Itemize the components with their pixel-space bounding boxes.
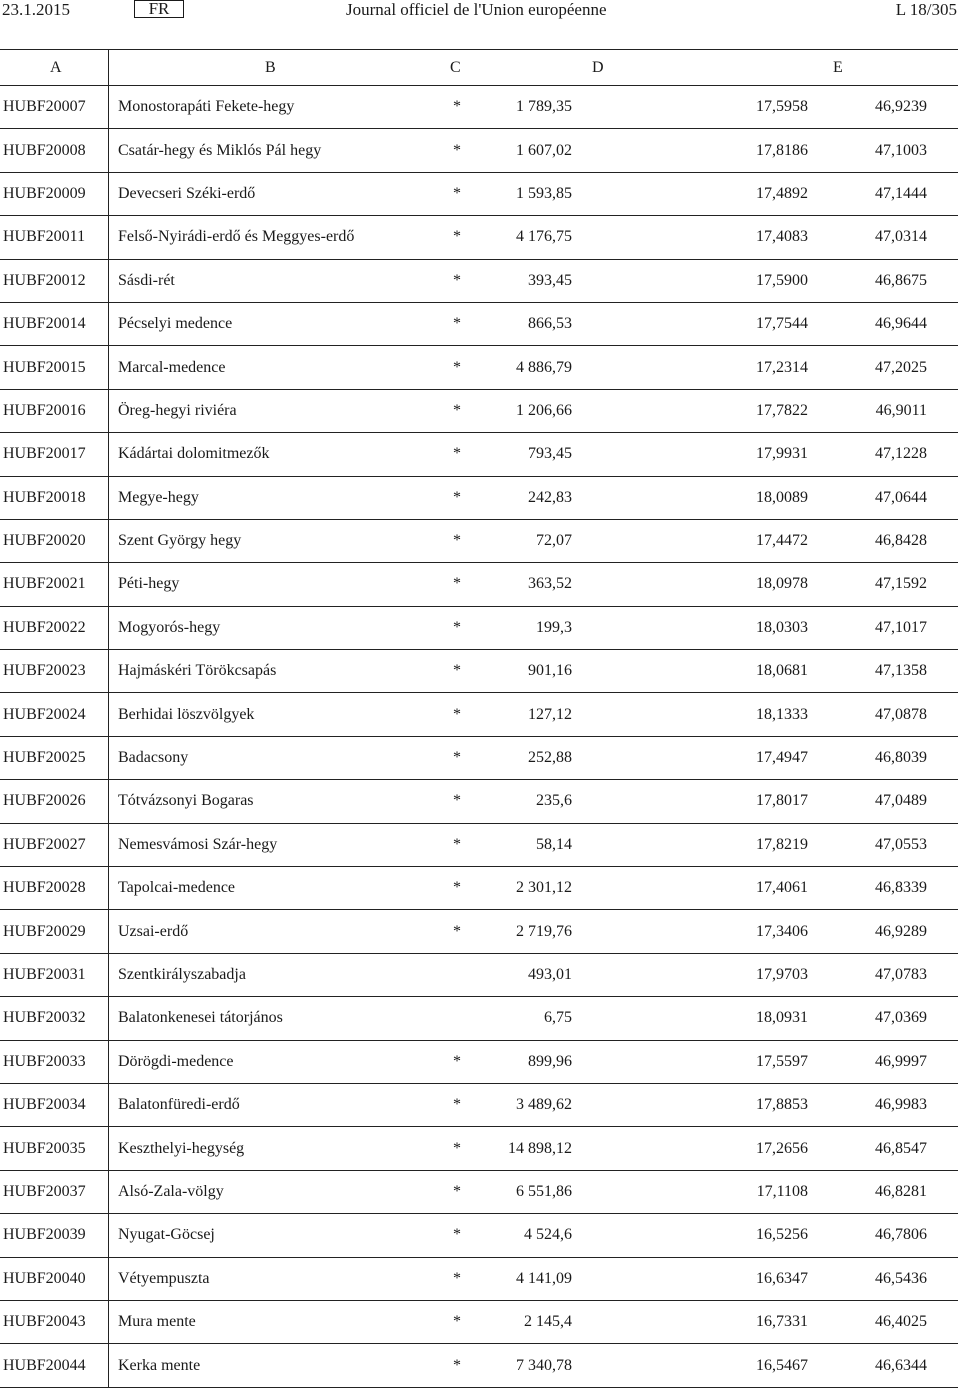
column-divider [108, 86, 109, 128]
sites-table [0, 49, 958, 1388]
site-longitude: 17,8186 [756, 141, 808, 159]
priority-marker: * [453, 1052, 461, 1070]
site-latitude: 46,9997 [875, 1052, 927, 1070]
site-name: Berhidai löszvölgyek [118, 705, 255, 723]
column-divider [108, 1214, 109, 1256]
site-area: 1 607,02 [516, 141, 572, 159]
table-row [0, 650, 958, 693]
column-divider [108, 867, 109, 909]
site-name: Kerka mente [118, 1356, 201, 1374]
site-latitude: 47,0489 [875, 792, 927, 810]
site-code: HUBF20026 [3, 792, 86, 810]
priority-marker: * [453, 662, 461, 680]
table-row [0, 1084, 958, 1127]
site-area: 4 141,09 [516, 1269, 572, 1287]
column-divider [108, 650, 109, 692]
site-code: HUBF20009 [3, 184, 86, 202]
site-name: Tótvázsonyi Bogaras [118, 792, 254, 810]
site-code: HUBF20015 [3, 358, 86, 376]
table-row [0, 910, 958, 953]
site-latitude: 46,8281 [875, 1182, 927, 1200]
site-longitude: 18,0681 [756, 662, 808, 680]
site-area: 3 489,62 [516, 1096, 572, 1114]
site-code: HUBF20022 [3, 618, 86, 636]
site-name: Hajmáskéri Törökcsapás [118, 662, 277, 680]
table-row [0, 1127, 958, 1170]
site-latitude: 46,8428 [875, 532, 927, 550]
priority-marker: * [453, 575, 461, 593]
table-row [0, 1344, 958, 1387]
site-area: 14 898,12 [508, 1139, 572, 1157]
site-latitude: 47,0314 [875, 228, 927, 246]
site-longitude: 17,7544 [756, 315, 808, 333]
site-name: Devecseri Széki-erdő [118, 184, 256, 202]
site-latitude: 46,4025 [875, 1313, 927, 1331]
table-row [0, 129, 958, 172]
site-longitude: 17,5900 [756, 271, 808, 289]
site-longitude: 17,5597 [756, 1052, 808, 1070]
table-row [0, 173, 958, 216]
site-longitude: 17,4061 [756, 879, 808, 897]
column-divider [108, 50, 109, 85]
site-name: Péti-hegy [118, 575, 180, 593]
site-latitude: 46,9239 [875, 98, 927, 116]
priority-marker: * [453, 1226, 461, 1244]
priority-marker: * [453, 488, 461, 506]
priority-marker: * [453, 445, 461, 463]
column-divider [108, 216, 109, 258]
site-code: HUBF20012 [3, 271, 86, 289]
site-code: HUBF20014 [3, 315, 86, 333]
site-code: HUBF20037 [3, 1182, 86, 1200]
table-row [0, 824, 958, 867]
site-latitude: 46,6344 [875, 1356, 927, 1374]
column-header-e: E [833, 58, 843, 76]
language-badge: FR [134, 0, 184, 18]
site-code: HUBF20039 [3, 1226, 86, 1244]
table-row [0, 1214, 958, 1257]
site-area: 58,14 [536, 835, 572, 853]
site-latitude: 47,1003 [875, 141, 927, 159]
site-name: Alsó-Zala-völgy [118, 1182, 224, 1200]
site-latitude: 47,0553 [875, 835, 927, 853]
page-header [0, 0, 960, 22]
site-latitude: 46,8547 [875, 1139, 927, 1157]
site-code: HUBF20027 [3, 835, 86, 853]
site-latitude: 47,0783 [875, 966, 927, 983]
table-row [0, 520, 958, 563]
column-divider [108, 954, 109, 996]
page-reference: L 18/305 [895, 0, 957, 19]
site-area: 1 789,35 [516, 98, 572, 116]
site-longitude: 18,0303 [756, 618, 808, 636]
table-row [0, 1301, 958, 1344]
site-longitude: 17,8853 [756, 1096, 808, 1114]
site-name: Öreg-hegyi riviéra [118, 401, 237, 419]
column-divider [108, 346, 109, 388]
site-code: HUBF20008 [3, 141, 86, 159]
site-area: 242,83 [528, 488, 572, 506]
column-divider [108, 737, 109, 779]
priority-marker: * [453, 835, 461, 853]
site-area: 235,6 [536, 792, 572, 810]
site-name: Balatonfüredi-erdő [118, 1096, 240, 1114]
site-code: HUBF20017 [3, 445, 86, 463]
site-area: 4 886,79 [516, 358, 572, 376]
site-longitude: 17,4947 [756, 749, 808, 767]
site-area: 252,88 [528, 749, 572, 767]
site-code: HUBF20018 [3, 488, 86, 506]
site-area: 363,52 [528, 575, 572, 593]
site-longitude: 16,5467 [756, 1356, 808, 1374]
site-longitude: 17,9931 [756, 445, 808, 463]
table-row [0, 954, 958, 997]
site-area: 393,45 [528, 271, 572, 289]
site-area: 793,45 [528, 445, 572, 463]
table-header-row [0, 49, 958, 86]
site-area: 2 719,76 [516, 922, 572, 940]
table-row [0, 346, 958, 389]
site-area: 72,07 [536, 532, 572, 550]
column-divider [108, 260, 109, 302]
priority-marker: * [453, 1139, 461, 1157]
priority-marker: * [453, 618, 461, 636]
site-area: 6,75 [544, 1009, 572, 1027]
site-area: 493,01 [528, 966, 572, 983]
priority-marker: * [453, 1313, 461, 1331]
site-latitude: 47,2025 [875, 358, 927, 376]
priority-marker: * [453, 1269, 461, 1287]
site-code: HUBF20040 [3, 1269, 86, 1287]
site-area: 199,3 [536, 618, 572, 636]
table-row [0, 1041, 958, 1084]
site-name: Keszthelyi-hegység [118, 1139, 245, 1157]
column-divider [108, 433, 109, 475]
site-latitude: 47,1444 [875, 184, 927, 202]
table-row [0, 260, 958, 303]
table-body [0, 86, 958, 1388]
priority-marker: * [453, 532, 461, 550]
site-name: Nyugat-Göcsej [118, 1226, 215, 1244]
column-header-b: B [265, 58, 276, 76]
site-area: 4 524,6 [524, 1226, 572, 1244]
site-longitude: 17,8219 [756, 835, 808, 853]
site-longitude: 17,3406 [756, 922, 808, 940]
column-divider [108, 520, 109, 562]
site-area: 7 340,78 [516, 1356, 572, 1374]
column-divider [108, 477, 109, 519]
site-latitude: 46,5436 [875, 1269, 927, 1287]
table-row [0, 477, 958, 520]
site-name: Monostorapáti Fekete-hegy [118, 98, 295, 116]
table-row [0, 780, 958, 823]
priority-marker: * [453, 315, 461, 333]
column-divider [108, 693, 109, 735]
priority-marker: * [453, 922, 461, 940]
priority-marker: * [453, 401, 461, 419]
site-name: Csatár-hegy és Miklós Pál hegy [118, 141, 322, 159]
site-name: Megye-hegy [118, 488, 199, 506]
site-latitude: 46,9289 [875, 922, 927, 940]
site-code: HUBF20020 [3, 532, 86, 550]
site-latitude: 47,1228 [875, 445, 927, 463]
site-area: 4 176,75 [516, 228, 572, 246]
priority-marker: * [453, 358, 461, 376]
site-code: HUBF20044 [3, 1356, 86, 1374]
priority-marker: * [453, 228, 461, 246]
table-row [0, 563, 958, 606]
column-divider [108, 1041, 109, 1083]
table-row [0, 607, 958, 650]
priority-marker: * [453, 1356, 461, 1374]
site-latitude: 47,1017 [875, 618, 927, 636]
site-latitude: 46,9983 [875, 1096, 927, 1114]
table-row [0, 997, 958, 1040]
site-longitude: 17,8017 [756, 792, 808, 810]
site-latitude: 46,9011 [875, 401, 927, 419]
site-name: Felső-Nyirádi-erdő és Meggyes-erdő [118, 228, 355, 246]
site-area: 1 206,66 [516, 401, 572, 419]
site-area: 127,12 [528, 705, 572, 723]
site-name: Kádártai dolomitmezők [118, 445, 270, 463]
site-code: HUBF20031 [3, 966, 86, 983]
site-longitude: 16,7331 [756, 1313, 808, 1331]
priority-marker: * [453, 271, 461, 289]
column-divider [108, 1127, 109, 1169]
column-header-a: A [50, 58, 62, 76]
priority-marker: * [453, 792, 461, 810]
column-divider [108, 129, 109, 171]
site-area: 2 145,4 [524, 1313, 572, 1331]
site-latitude: 46,8675 [875, 271, 927, 289]
column-divider [108, 910, 109, 952]
site-latitude: 46,7806 [875, 1226, 927, 1244]
column-divider [108, 1171, 109, 1213]
column-divider [108, 780, 109, 822]
site-name: Nemesvámosi Szár-hegy [118, 835, 278, 853]
site-longitude: 17,4083 [756, 228, 808, 246]
site-name: Balatonkenesei tátorjános [118, 1009, 283, 1027]
site-latitude: 47,1592 [875, 575, 927, 593]
site-area: 901,16 [528, 662, 572, 680]
site-name: Marcal-medence [118, 358, 226, 376]
priority-marker: * [453, 98, 461, 116]
priority-marker: * [453, 749, 461, 767]
site-area: 1 593,85 [516, 184, 572, 202]
site-area: 2 301,12 [516, 879, 572, 897]
column-divider [108, 303, 109, 345]
journal-title: Journal officiel de l'Union européenne [346, 0, 607, 19]
site-code: HUBF20011 [3, 228, 86, 246]
site-code: HUBF20043 [3, 1313, 86, 1331]
site-latitude: 47,0369 [875, 1009, 927, 1027]
site-code: HUBF20023 [3, 662, 86, 680]
site-longitude: 18,0978 [756, 575, 808, 593]
site-longitude: 17,5958 [756, 98, 808, 116]
site-code: HUBF20035 [3, 1139, 86, 1157]
site-area: 6 551,86 [516, 1182, 572, 1200]
site-longitude: 17,2656 [756, 1139, 808, 1157]
column-divider [108, 824, 109, 866]
site-longitude: 17,7822 [756, 401, 808, 419]
column-header-c: C [450, 58, 461, 76]
site-area: 866,53 [528, 315, 572, 333]
column-divider [108, 607, 109, 649]
table-row [0, 693, 958, 736]
site-code: HUBF20007 [3, 98, 86, 116]
site-latitude: 46,8339 [875, 879, 927, 897]
site-longitude: 16,5256 [756, 1226, 808, 1244]
table-row [0, 433, 958, 476]
site-longitude: 18,1333 [756, 705, 808, 723]
table-row [0, 216, 958, 259]
site-code: HUBF20024 [3, 705, 86, 723]
priority-marker: * [453, 705, 461, 723]
site-name: Vétyempuszta [118, 1269, 210, 1287]
column-divider [108, 997, 109, 1039]
table-row [0, 303, 958, 346]
column-divider [108, 1344, 109, 1386]
table-row [0, 390, 958, 433]
priority-marker: * [453, 1182, 461, 1200]
table-row [0, 1258, 958, 1301]
site-code: HUBF20028 [3, 879, 86, 897]
site-name: Dörögdi-medence [118, 1052, 234, 1070]
site-code: HUBF20029 [3, 922, 86, 940]
priority-marker: * [453, 879, 461, 897]
site-name: Uzsai-erdő [118, 922, 189, 940]
site-name: Szent György hegy [118, 532, 242, 550]
site-latitude: 46,8039 [875, 749, 927, 767]
priority-marker: * [453, 1096, 461, 1114]
site-name: Szentkirályszabadja [118, 966, 246, 983]
site-longitude: 17,4892 [756, 184, 808, 202]
site-name: Tapolcai-medence [118, 879, 236, 897]
site-latitude: 47,0644 [875, 488, 927, 506]
site-code: HUBF20021 [3, 575, 86, 593]
site-name: Mogyorós-hegy [118, 618, 221, 636]
site-code: HUBF20032 [3, 1009, 86, 1027]
priority-marker: * [453, 141, 461, 159]
site-name: Pécselyi medence [118, 315, 233, 333]
priority-marker: * [453, 184, 461, 202]
column-divider [108, 390, 109, 432]
column-divider [108, 1258, 109, 1300]
site-longitude: 17,9703 [756, 966, 808, 983]
site-name: Sásdi-rét [118, 271, 175, 289]
column-divider [108, 173, 109, 215]
column-header-d: D [592, 58, 604, 76]
site-code: HUBF20025 [3, 749, 86, 767]
site-longitude: 17,4472 [756, 532, 808, 550]
column-divider [108, 563, 109, 605]
site-code: HUBF20016 [3, 401, 86, 419]
column-divider [108, 1301, 109, 1343]
publication-date: 23.1.2015 [2, 0, 70, 19]
table-row [0, 737, 958, 780]
site-longitude: 17,2314 [756, 358, 808, 376]
site-longitude: 17,1108 [756, 1182, 808, 1200]
table-row [0, 867, 958, 910]
table-row [0, 86, 958, 129]
site-longitude: 18,0931 [756, 1009, 808, 1027]
site-longitude: 18,0089 [756, 488, 808, 506]
site-code: HUBF20034 [3, 1096, 86, 1114]
site-area: 899,96 [528, 1052, 572, 1070]
table-row [0, 1171, 958, 1214]
site-latitude: 47,0878 [875, 705, 927, 723]
site-latitude: 47,1358 [875, 662, 927, 680]
column-divider [108, 1084, 109, 1126]
site-name: Badacsony [118, 749, 189, 767]
site-name: Mura mente [118, 1313, 196, 1331]
site-code: HUBF20033 [3, 1052, 86, 1070]
site-latitude: 46,9644 [875, 315, 927, 333]
site-longitude: 16,6347 [756, 1269, 808, 1287]
